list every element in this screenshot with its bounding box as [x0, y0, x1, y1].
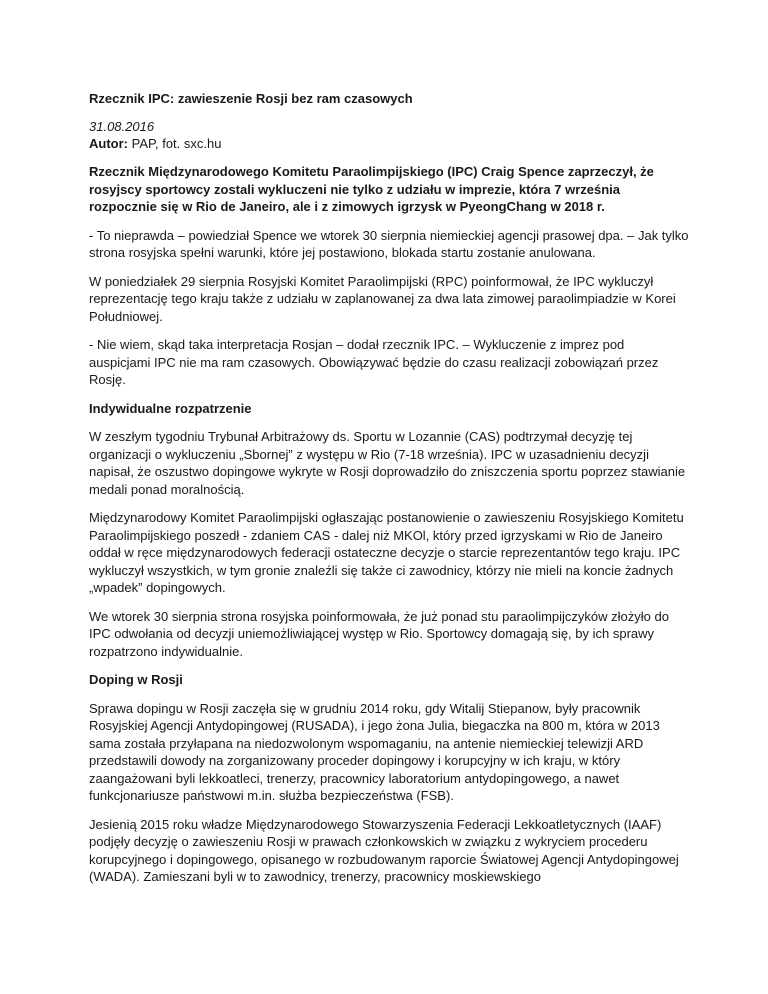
author-label: Autor:: [89, 136, 128, 151]
paragraph-6: We wtorek 30 sierpnia strona rosyjska poinformowała, że już ponad stu paraolimpijczyków złożyło do IPC odwołania od decyzji uniemożliwiającej występ w Rio. Sportowcy domagają się, by ich sprawy rozpatrzono indywidualnie.: [89, 608, 669, 659]
subheading-doping-in-russia: Doping w Rosji: [89, 672, 183, 687]
article-lead: Rzecznik Międzynarodowego Komitetu Paraolimpijskiego (IPC) Craig Spence zaprzeczył, że rosyjscy sportowcy zostali wykluczeni nie tylko z udziału w imprezie, która 7 września rozpocznie się w Rio de Janeiro, ale i z zimowych igrzysk w PyeongChang w 2018 r.: [89, 164, 654, 214]
paragraph-3: - Nie wiem, skąd taka interpretacja Rosjan – dodał rzecznik IPC. – Wykluczenie z imprez pod auspicjami IPC nie ma ram czasowych. Obowiązywać będzie do czasu realizacji zobowiązań przez Rosję.: [89, 337, 659, 387]
subheading-individual-review: Indywidualne rozpatrzenie: [89, 400, 252, 416]
paragraph-1: - To nieprawda – powiedział Spence we wtorek 30 sierpnia niemieckiej agencji prasowej dpa. – Jak tylko strona rosyjska spełni warunki, które jej postawiono, blokada startu zostanie anulowana.: [89, 227, 689, 260]
paragraph-8: Jesienią 2015 roku władze Międzynarodowego Stowarzyszenia Federacji Lekkoatletycznych (IAAF) podjęły decyzję o zawieszeniu Rosji w prawach członkowskich w związku z wykryciem procederu korupcyjnego i dopingowego, opisanego w rozbudowanym raporcie Światowej Agencji Antydopingowej (WADA). Zamieszani byli w to zawodnicy, trenerzy, pracownicy moskiewskiego: [89, 816, 679, 884]
paragraph-7: Sprawa dopingu w Rosji zaczęła się w grudniu 2014 roku, gdy Witalij Stiepanow, były pracownik Rosyjskiej Agencji Antydopingowej (RUSADA), i jego żona Julia, biegaczka na 800 m, która w 2013 sama została przyłapana na niedozwolonym wspomaganiu, na antenie niemieckiej telewizji ARD przedstawili dowody na zorganizowany proceder dopingowy i korupcyjny w ich kraju, w który zaangażowani byli lekkoatleci, trenerzy, pracownicy laboratorium antydopingowego, a nawet funkcjonariusze państwowi m.in. służba bezpieczeństwa (FSB).: [89, 700, 660, 803]
document-page: [89, 90, 689, 897]
paragraph-5: Międzynarodowy Komitet Paraolimpijski ogłaszając postanowienie o zawieszeniu Rosyjskiego Komitetu Paraolimpijskiego poszedł - zdaniem CAS - dalej niż MKOl, który przed igrzyskami w Rio de Janeiro oddał w ręce międzynarodowych federacji ostateczne decyzje o starcie reprezentantów tego kraju. IPC wykluczył wszystkich, w tym gronie znaleźli się także ci zawodnicy, którzy nie mieli na koncie żadnych „wpadek” dopingowych.: [89, 510, 684, 595]
paragraph-4: W zeszłym tygodniu Trybunał Arbitrażowy ds. Sportu w Lozannie (CAS) podtrzymał decyzję tej organizacji o wykluczeniu „Sbornej” z występu w Rio (7-18 września). IPC w uzasadnieniu decyzji napisał, że oszustwo dopingowe wykryte w Rosji doprowadziło do zniszczenia sportu poprzez stawianie medali ponad moralnością.: [89, 429, 686, 497]
article-date: 31.08.2016: [89, 119, 155, 134]
article-title: Rzecznik IPC: zawieszenie Rosji bez ram czasowych: [89, 91, 413, 106]
paragraph-2: W poniedziałek 29 sierpnia Rosyjski Komitet Paraolimpijski (RPC) poinformował, że IPC wykluczył reprezentację tego kraju także z udziału w zaplanowanej za dwa lata zimowej paraolimpiadzie w Korei Południowej.: [89, 273, 676, 324]
author-value: PAP, fot. sxc.hu: [128, 136, 222, 151]
article-author: [89, 135, 689, 152]
